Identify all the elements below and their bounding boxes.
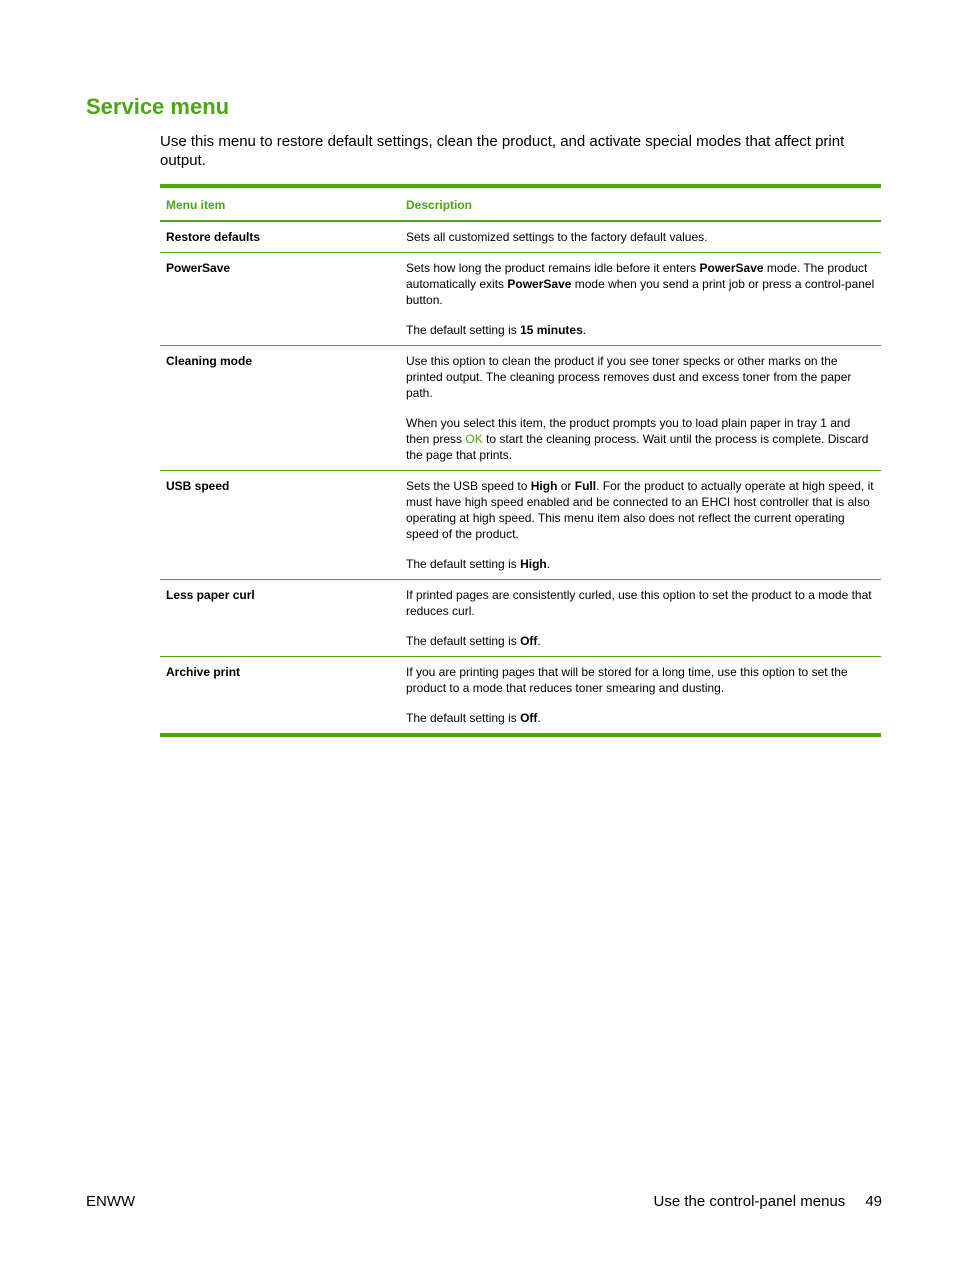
menu-item-description: [400, 346, 881, 471]
control-label-text: OK: [465, 432, 483, 446]
description-paragraph: [406, 353, 875, 401]
table-row: [160, 221, 881, 253]
emphasis-text: Full: [574, 479, 597, 493]
text-segment: Sets all customized settings to the factory default values.: [406, 230, 708, 244]
section-title: Service menu: [86, 94, 230, 119]
text-segment: to start the cleaning process. Wait until the process is complete. Discard the page that prints.: [406, 432, 869, 462]
emphasis-text: High: [520, 557, 547, 571]
menu-item-name: Cleaning mode: [160, 346, 400, 471]
description-paragraph: [406, 664, 875, 696]
header-menu-item: Menu item: [160, 186, 400, 221]
text-segment: The default setting is: [406, 634, 521, 648]
menu-item-description: [400, 221, 881, 253]
text-segment: .: [546, 557, 551, 571]
emphasis-text: Off: [520, 634, 538, 648]
text-segment: .: [537, 711, 541, 725]
emphasis-text: High: [530, 479, 558, 493]
text-segment: The default setting is: [406, 711, 521, 725]
menu-item-description: [400, 657, 881, 736]
footer-right: [654, 1193, 882, 1210]
menu-item-description: [400, 471, 881, 580]
text-segment: .: [537, 634, 541, 648]
table-row: [160, 253, 881, 346]
emphasis-text: PowerSave: [699, 261, 764, 275]
description-paragraph: [406, 260, 875, 308]
menu-item-name: Restore defaults: [160, 221, 400, 253]
text-segment: .: [582, 323, 587, 337]
text-segment: Use this option to clean the product if you see toner specks or other marks on the printed output. The cleaning process removes dust and excess toner from the paper path.: [406, 354, 852, 400]
table-body: [160, 221, 881, 735]
text-segment: When you select this item, the product prompts you to load plain paper in tray 1 and then press: [406, 416, 851, 446]
menu-item-description: [400, 580, 881, 657]
footer-chapter: Use the control-panel menus: [653, 1193, 846, 1210]
description-paragraph: [406, 415, 875, 463]
text-segment: mode. The product automatically exits: [406, 261, 868, 291]
text-segment: mode when you send a print job or press a control-panel button.: [406, 277, 875, 307]
description-paragraph: [406, 633, 875, 649]
description-paragraph: [406, 322, 875, 338]
header-description: Description: [400, 186, 881, 221]
description-paragraph: [406, 587, 875, 619]
menu-item-name: PowerSave: [160, 253, 400, 346]
text-segment: Sets the USB speed to: [406, 479, 531, 493]
page-number: 49: [865, 1193, 882, 1210]
menu-item-name: USB speed: [160, 471, 400, 580]
intro-paragraph: Use this menu to restore default settings, clean the product, and activate special modes that affect print output.: [160, 133, 845, 169]
description-paragraph: [406, 556, 875, 572]
description-paragraph: [406, 229, 875, 245]
menu-item-name: Archive print: [160, 657, 400, 736]
text-segment: Sets how long the product remains idle before it enters: [406, 261, 700, 275]
emphasis-text: 15 minutes: [520, 323, 583, 337]
text-segment: . For the product to actually operate at high speed, it must have high speed enabled and be connected to an EHCI host controller that is also operating at high speed. This menu item also does not reflect the current operating speed of the product.: [406, 479, 874, 541]
description-paragraph: [406, 478, 875, 542]
table-row: [160, 471, 881, 580]
description-paragraph: [406, 710, 875, 726]
text-segment: The default setting is: [406, 323, 521, 337]
table-header-row: [160, 186, 881, 221]
text-segment: If you are printing pages that will be stored for a long time, use this option to set the product to a mode that reduces toner smearing and dusting.: [406, 665, 848, 695]
emphasis-text: PowerSave: [507, 277, 572, 291]
table-row: [160, 346, 881, 471]
emphasis-text: Off: [520, 711, 538, 725]
table-row: [160, 657, 881, 736]
menu-item-name: Less paper curl: [160, 580, 400, 657]
text-segment: The default setting is: [406, 557, 521, 571]
text-segment: If printed pages are consistently curled, use this option to set the product to a mode that reduces curl.: [406, 588, 872, 618]
service-menu-table: [160, 184, 881, 737]
text-segment: or: [557, 479, 575, 493]
menu-item-description: [400, 253, 881, 346]
footer-label: ENWW: [86, 1193, 136, 1210]
table-row: [160, 580, 881, 657]
